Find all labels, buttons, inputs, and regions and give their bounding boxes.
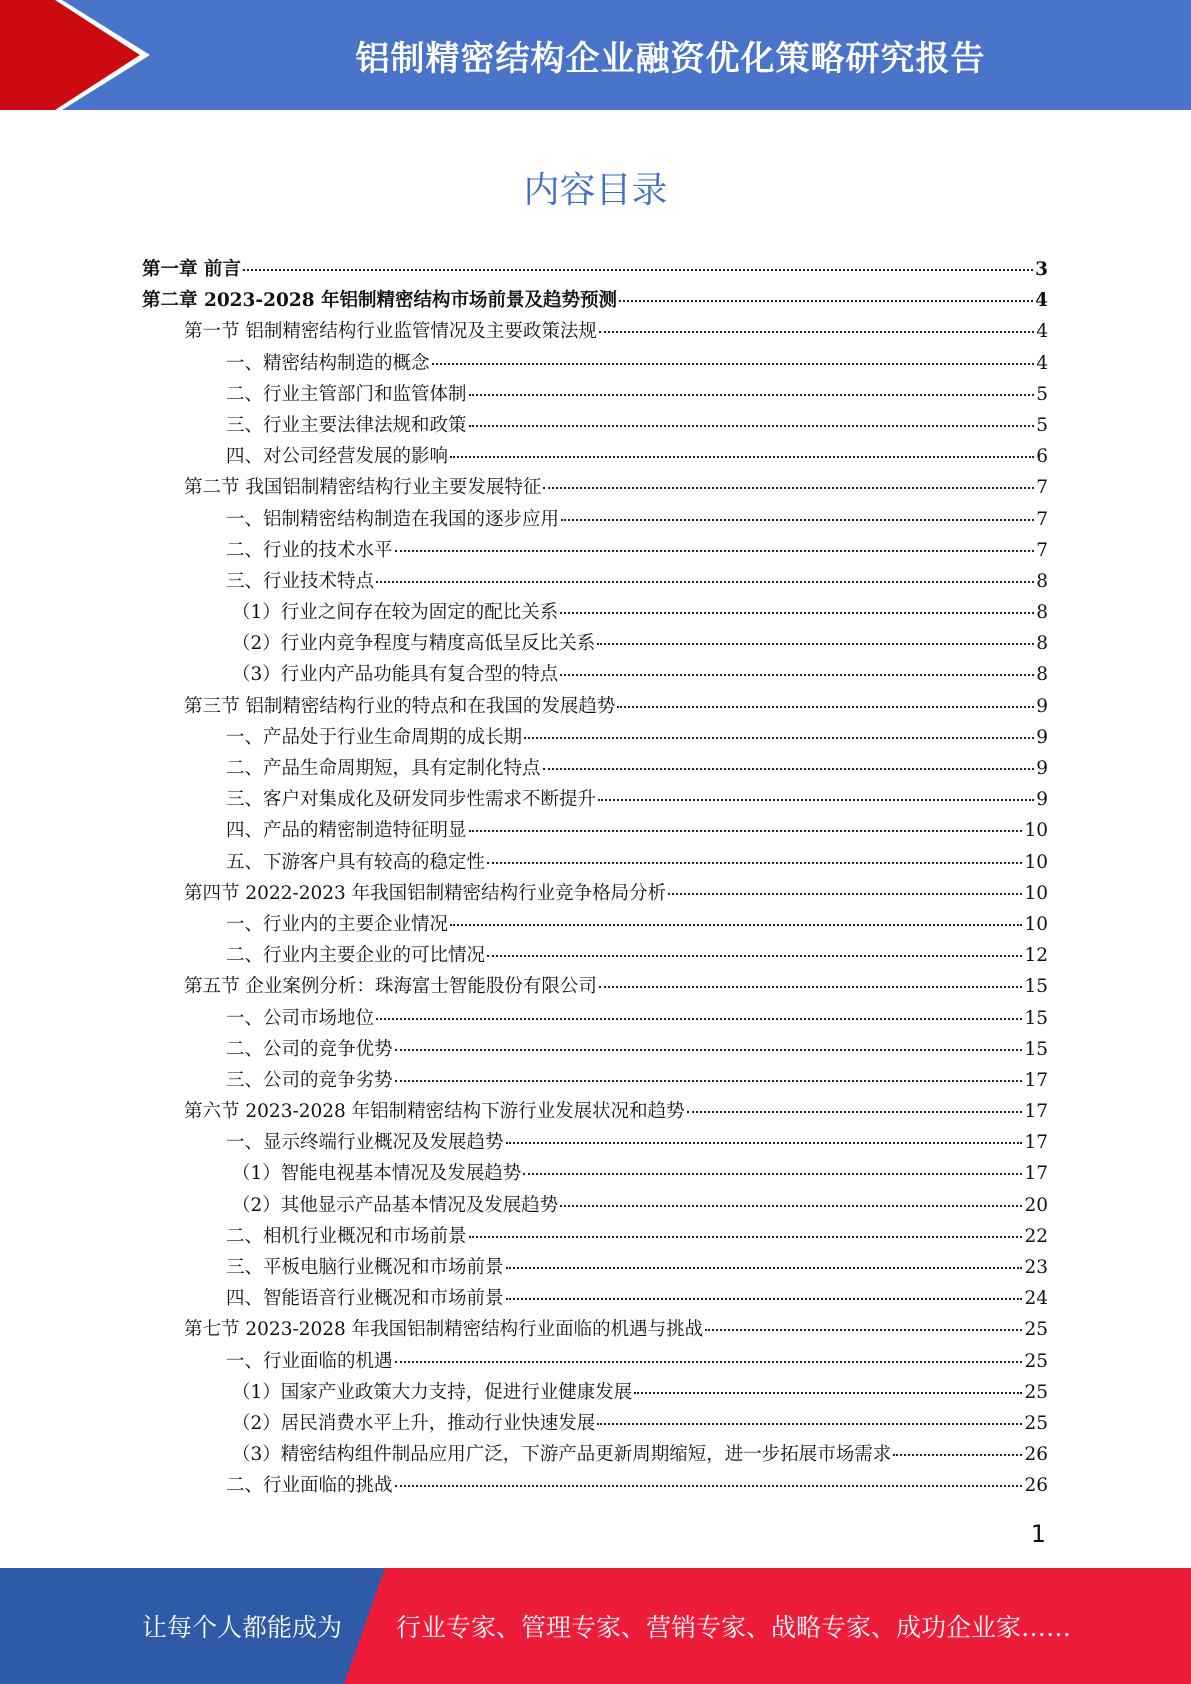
toc-entry-page: 25: [1024, 1350, 1048, 1372]
toc-entry-title: 第四节 2022-2023 年我国铝制精密结构行业竞争格局分析: [184, 882, 667, 904]
footer-slogan-right: 行业专家、管理专家、营销专家、战略专家、成功企业家……: [396, 1613, 1072, 1642]
toc-entry-title: 一、行业内的主要企业情况: [226, 913, 449, 935]
dot-leader: [560, 1205, 1022, 1207]
toc-entry[interactable]: [142, 1065, 1048, 1096]
toc-entry-title: 第五节 企业案例分析：珠海富士智能股份有限公司: [184, 976, 597, 998]
footer-banner: [0, 1568, 1191, 1684]
dot-leader: [687, 1111, 1023, 1113]
toc-entry-title: 二、产品生命周期短，具有定制化特点: [226, 758, 541, 779]
dot-leader: [523, 1173, 1022, 1175]
toc-entry[interactable]: [142, 1346, 1048, 1377]
toc-entry[interactable]: [142, 379, 1048, 410]
toc-entry[interactable]: [142, 878, 1048, 909]
toc-entry-page: 25: [1024, 1381, 1048, 1403]
toc-heading: 内容目录: [523, 170, 668, 211]
toc-entry-page: 4: [1036, 321, 1048, 343]
toc-entry-title: 三、客户对集成化及研发同步性需求不断提升: [226, 789, 597, 811]
toc-entry[interactable]: [142, 1190, 1048, 1221]
toc-entry-title: 一、行业面临的机遇: [226, 1350, 393, 1372]
toc-entry-title: 二、行业主管部门和监管体制: [226, 383, 467, 405]
dot-leader: [597, 1423, 1022, 1425]
toc-entry-page: 9: [1036, 726, 1048, 748]
dot-leader: [395, 1485, 1023, 1487]
toc-entry[interactable]: [142, 815, 1048, 846]
dot-leader: [560, 674, 1034, 676]
dot-leader: [395, 1361, 1023, 1363]
toc-entry-page: 7: [1036, 539, 1048, 561]
toc-entry[interactable]: [142, 1408, 1048, 1439]
toc-entry[interactable]: [142, 1096, 1048, 1127]
toc-entry[interactable]: [142, 566, 1048, 597]
toc-entry-title: 二、行业面临的挑战: [226, 1475, 393, 1497]
toc-entry-title: 四、智能语音行业概况和市场前景: [226, 1288, 504, 1310]
dot-leader: [599, 331, 1034, 333]
toc-entry-page: 8: [1036, 633, 1048, 655]
dot-leader: [395, 1080, 1023, 1082]
dot-leader: [395, 1049, 1023, 1051]
toc-entry-title: 第三节 铝制精密结构行业的特点和在我国的发展趋势: [184, 695, 616, 717]
toc-entry-title: （2）行业内竞争程度与精度高低呈反比关系: [232, 633, 596, 655]
toc-entry[interactable]: [142, 1127, 1048, 1158]
toc-entry-title: 二、行业内主要企业的可比情况: [226, 945, 486, 967]
dot-leader: [561, 519, 1034, 521]
toc-entry-page: 10: [1024, 882, 1048, 904]
toc-entry-title: 第一章 前言: [142, 259, 241, 280]
toc-entry-page: 7: [1036, 477, 1048, 499]
toc-entry[interactable]: [142, 348, 1048, 379]
toc-entry-page: 4: [1036, 352, 1048, 374]
toc-entry-page: 7: [1036, 508, 1048, 530]
toc-entry-page: 8: [1036, 602, 1048, 624]
dot-leader: [668, 893, 1022, 895]
toc-entry[interactable]: [142, 1283, 1048, 1314]
dot-leader: [450, 456, 1034, 458]
toc-entry-page: 20: [1024, 1194, 1048, 1216]
toc-entry-page: 9: [1036, 789, 1048, 811]
toc-entry[interactable]: [142, 1158, 1048, 1189]
toc-entry-page: 23: [1024, 1257, 1048, 1278]
toc-entry-title: 三、公司的竞争劣势: [226, 1069, 393, 1091]
toc-entry-title: （1）智能电视基本情况及发展趋势: [232, 1163, 522, 1185]
toc-entry-page: 25: [1024, 1412, 1048, 1434]
toc-entry-page: 4: [1035, 290, 1048, 312]
toc-entry-title: 二、行业的技术水平: [226, 539, 393, 561]
dot-leader: [524, 737, 1034, 739]
dot-leader: [506, 1267, 1023, 1269]
toc-entry[interactable]: [142, 847, 1048, 878]
toc-entry[interactable]: [142, 1377, 1048, 1408]
toc-entry-page: 5: [1036, 414, 1048, 436]
dot-leader: [243, 269, 1033, 271]
toc-entry[interactable]: [142, 1439, 1048, 1470]
toc-entry-page: 10: [1024, 913, 1048, 935]
toc-entry[interactable]: [142, 472, 1048, 503]
toc-entry-title: 二、相机行业概况和市场前景: [226, 1225, 467, 1247]
dot-leader: [487, 955, 1022, 957]
toc-entry-page: 24: [1024, 1288, 1048, 1310]
toc-entry[interactable]: [142, 784, 1048, 815]
dot-leader: [487, 862, 1022, 864]
toc-entry-title: 一、铝制精密结构制造在我国的逐步应用: [226, 508, 560, 530]
toc-entry-title: 三、平板电脑行业概况和市场前景: [226, 1257, 504, 1278]
dot-leader: [599, 986, 1023, 988]
toc-entry-page: 9: [1036, 758, 1048, 779]
toc-entry[interactable]: [142, 597, 1048, 628]
toc-entry[interactable]: [142, 441, 1048, 472]
toc-entry-page: 26: [1024, 1475, 1048, 1497]
toc-entry[interactable]: [142, 659, 1048, 690]
toc-entry[interactable]: [142, 909, 1048, 940]
dot-leader: [432, 363, 1035, 365]
toc-entry-page: 9: [1036, 695, 1048, 717]
dot-leader: [560, 612, 1034, 614]
dot-leader: [469, 830, 1023, 832]
toc-entry-page: 15: [1024, 1038, 1048, 1060]
toc-entry[interactable]: [142, 940, 1048, 971]
toc-entry-title: （1）行业之间存在较为固定的配比关系: [232, 602, 559, 624]
toc-entry[interactable]: [142, 285, 1048, 316]
toc-entry-title: （1）国家产业政策大力支持，促进行业健康发展: [232, 1381, 633, 1403]
toc-entry-title: 第二章 2023-2028 年铝制精密结构市场前景及趋势预测: [142, 290, 618, 312]
toc-entry-page: 17: [1024, 1101, 1048, 1123]
toc-entry-title: 三、行业技术特点: [226, 570, 375, 592]
toc-entry-page: 26: [1024, 1444, 1048, 1466]
toc-entry-title: 四、对公司经营发展的影响: [226, 446, 449, 468]
dot-leader: [450, 924, 1022, 926]
header-banner: [0, 0, 1191, 110]
toc-entry-title: 第一节 铝制精密结构行业监管情况及主要政策法规: [184, 321, 597, 343]
toc-entry-title: 一、公司市场地位: [226, 1007, 375, 1029]
toc-entry-page: 15: [1024, 976, 1048, 998]
dot-leader: [543, 768, 1035, 770]
page-number: 1: [1030, 1520, 1046, 1548]
dot-leader: [543, 487, 1034, 489]
toc-entry-page: 5: [1036, 383, 1048, 405]
toc-entry[interactable]: [142, 254, 1048, 285]
dot-leader: [619, 300, 1033, 302]
dot-leader: [376, 1018, 1022, 1020]
table-of-contents: [142, 254, 1048, 1502]
toc-entry-page: 12: [1024, 945, 1048, 967]
toc-entry-page: 22: [1024, 1225, 1048, 1247]
toc-entry[interactable]: [142, 535, 1048, 566]
toc-entry-title: 二、公司的竞争优势: [226, 1038, 393, 1060]
toc-entry-title: （3）行业内产品功能具有复合型的特点: [232, 664, 559, 686]
toc-entry-title: 一、显示终端行业概况及发展趋势: [226, 1132, 504, 1154]
dot-leader: [506, 1298, 1023, 1300]
toc-entry-title: 第六节 2023-2028 年铝制精密结构下游行业发展状况和趋势: [184, 1101, 685, 1123]
toc-entry-page: 8: [1036, 664, 1048, 686]
dot-leader: [469, 394, 1035, 396]
report-title: 铝制精密结构企业融资优化策略研究报告: [355, 38, 986, 79]
toc-entry[interactable]: [142, 1221, 1048, 1252]
toc-entry-page: 17: [1024, 1069, 1048, 1091]
dot-leader: [395, 550, 1035, 552]
dot-leader: [634, 1392, 1022, 1394]
toc-entry-title: 第七节 2023-2028 年我国铝制精密结构行业面临的机遇与挑战: [184, 1319, 704, 1341]
toc-entry-page: 17: [1024, 1132, 1048, 1154]
toc-entry-page: 15: [1024, 1007, 1048, 1029]
toc-entry[interactable]: [142, 1314, 1048, 1345]
toc-entry-title: 五、下游客户具有较高的稳定性: [226, 851, 486, 873]
toc-entry[interactable]: [142, 1034, 1048, 1065]
toc-entry[interactable]: [142, 410, 1048, 441]
toc-entry-title: 一、精密结构制造的概念: [226, 352, 430, 374]
dot-leader: [617, 706, 1034, 708]
toc-entry[interactable]: [142, 504, 1048, 535]
dot-leader: [376, 581, 1034, 583]
toc-entry[interactable]: [142, 1252, 1048, 1283]
toc-entry[interactable]: [142, 753, 1048, 784]
dot-leader: [597, 643, 1034, 645]
toc-entry-page: 3: [1035, 259, 1048, 280]
toc-entry-title: 第二节 我国铝制精密结构行业主要发展特征: [184, 477, 542, 499]
toc-entry-title: （2）居民消费水平上升，推动行业快速发展: [232, 1412, 596, 1434]
footer-slogan-left: 让每个人都能成为: [142, 1613, 343, 1642]
toc-entry-title: 一、产品处于行业生命周期的成长期: [226, 726, 523, 748]
dot-leader: [598, 799, 1034, 801]
dot-leader: [469, 425, 1035, 427]
toc-entry[interactable]: [142, 1003, 1048, 1034]
toc-entry-title: （2）其他显示产品基本情况及发展趋势: [232, 1194, 559, 1216]
dot-leader: [893, 1454, 1022, 1456]
dot-leader: [469, 1236, 1023, 1238]
toc-entry-title: 三、行业主要法律法规和政策: [226, 414, 467, 436]
toc-entry[interactable]: [142, 1470, 1048, 1501]
toc-entry-page: 6: [1036, 446, 1048, 468]
toc-entry[interactable]: [142, 316, 1048, 347]
toc-entry-page: 10: [1024, 851, 1048, 873]
toc-entry[interactable]: [142, 722, 1048, 753]
dot-leader: [506, 1142, 1023, 1144]
toc-entry-page: 10: [1024, 820, 1048, 842]
toc-entry-title: 四、产品的精密制造特征明显: [226, 820, 467, 842]
dot-leader: [705, 1329, 1022, 1331]
toc-entry[interactable]: [142, 628, 1048, 659]
toc-entry[interactable]: [142, 691, 1048, 722]
toc-entry-page: 8: [1036, 570, 1048, 592]
toc-entry-title: （3）精密结构组件制品应用广泛，下游产品更新周期缩短，进一步拓展市场需求: [232, 1444, 892, 1466]
toc-entry[interactable]: [142, 971, 1048, 1002]
toc-entry-page: 25: [1024, 1319, 1048, 1341]
toc-entry-page: 17: [1024, 1163, 1048, 1185]
